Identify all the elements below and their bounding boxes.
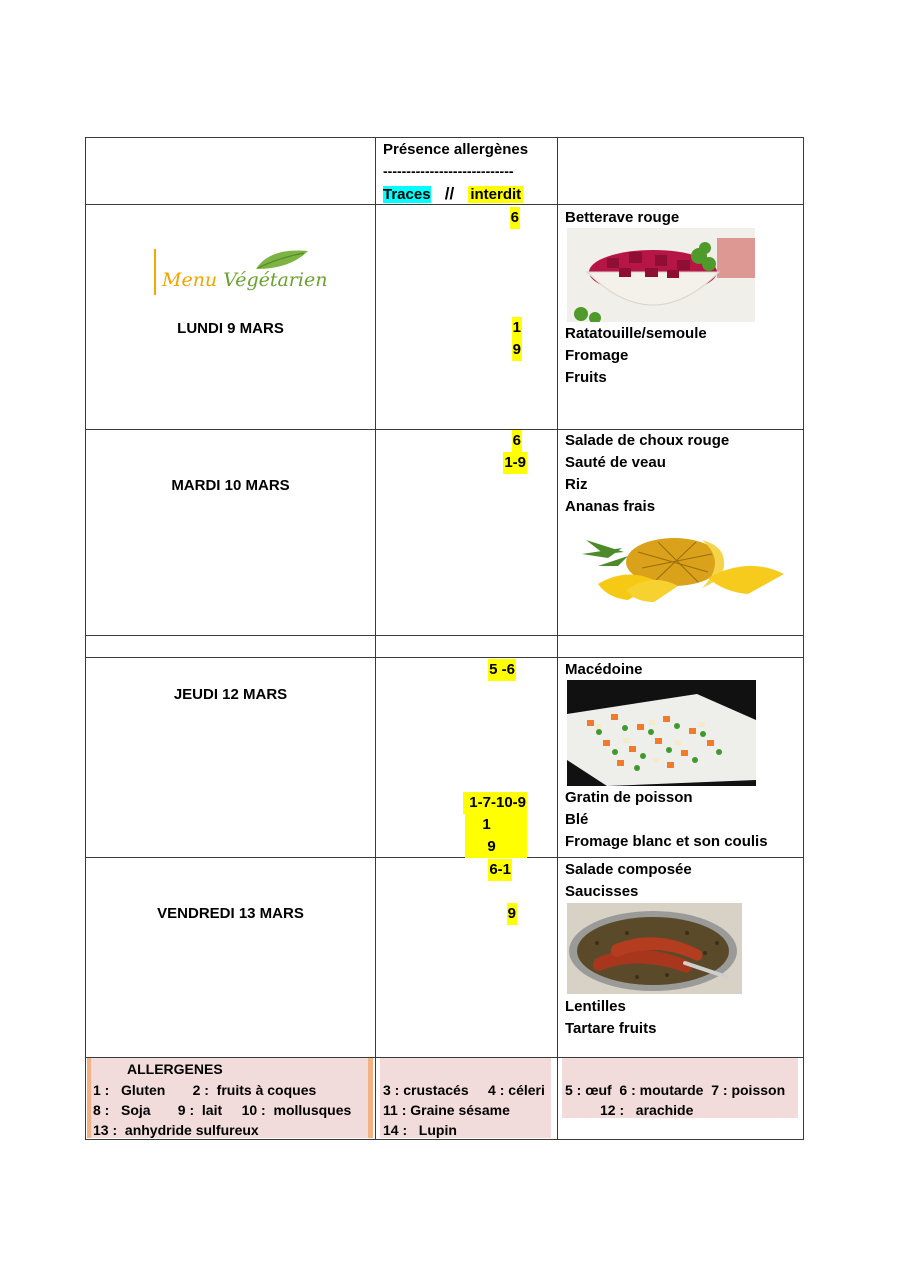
menu-item: Macédoine [565, 661, 643, 678]
separator: // [444, 184, 455, 203]
allergen-code: 6 [512, 430, 522, 452]
beetroot-salad-image [567, 228, 755, 322]
day-label-vendredi: VENDREDI 13 MARS [157, 905, 304, 922]
legend-line: 13 : anhydride sulfureux [93, 1122, 259, 1138]
pineapple-image [578, 532, 788, 604]
header-dashes: ---------------------------- [383, 163, 514, 179]
menu-item: Tartare fruits [565, 1020, 657, 1037]
logo-text-menu: Menu [162, 269, 224, 291]
menu-item: Ratatouille/semoule [565, 325, 707, 342]
leaf-icon [252, 249, 312, 271]
menu-item: Betterave rouge [565, 209, 680, 226]
legend-line: 14 : Lupin [383, 1122, 457, 1138]
legend-line: 8 : Soja 9 : lait 10 : mollusques [93, 1102, 352, 1118]
legend-title: ALLERGENES [127, 1061, 223, 1077]
legend-line: 3 : crustacés 4 : céleri [383, 1082, 545, 1098]
menu-item: Fromage [565, 347, 629, 364]
sausages-lentils-image [567, 903, 742, 994]
day-label-lundi: LUNDI 9 MARS [177, 320, 284, 337]
allergen-code: 5 -6 [488, 659, 516, 681]
legend-line: 11 : Graine sésame [383, 1102, 510, 1118]
header-legend [383, 183, 523, 206]
menu-item: Gratin de poisson [565, 789, 693, 806]
menu-item: Blé [565, 811, 589, 828]
menu-vegetarien-logo [152, 249, 328, 297]
menu-item: Sauté de veau [565, 454, 666, 471]
menu-item: Ananas frais [565, 498, 656, 515]
allergen-code: 6-1 [488, 859, 512, 881]
menu-item: Fromage blanc et son coulis [565, 833, 768, 850]
logo-text-vegetarien: Végétarien [223, 269, 328, 291]
header-title: Présence allergènes [383, 141, 529, 158]
allergen-code: 9 [512, 339, 522, 361]
allergen-code: 1-7-10-9 [463, 792, 527, 814]
legend-line: 5 : œuf 6 : moutarde 7 : poisson [565, 1082, 786, 1098]
menu-item: Lentilles [565, 998, 626, 1015]
allergen-code: 9 [507, 903, 517, 925]
interdit-label: interdit [470, 186, 522, 203]
day-label-jeudi: JEUDI 12 MARS [173, 686, 288, 703]
menu-item: Riz [565, 476, 588, 493]
legend-line: 12 : arachide [565, 1102, 694, 1118]
legend-line: 1 : Gluten 2 : fruits à coques [93, 1082, 317, 1098]
menu-item: Fruits [565, 369, 607, 386]
allergen-code: 9 [465, 836, 527, 858]
menu-item: Salade composée [565, 861, 692, 878]
menu-item: Salade de choux rouge [565, 432, 730, 449]
allergen-code: 6 [510, 207, 520, 229]
allergen-code: 1 [465, 814, 527, 836]
traces-label: Traces [383, 186, 431, 203]
allergen-code: 1-9 [503, 452, 527, 474]
macedoine-image [567, 680, 756, 786]
allergen-code: 1 [512, 317, 522, 339]
menu-item: Saucisses [565, 883, 639, 900]
day-label-mardi: MARDI 10 MARS [171, 477, 290, 494]
